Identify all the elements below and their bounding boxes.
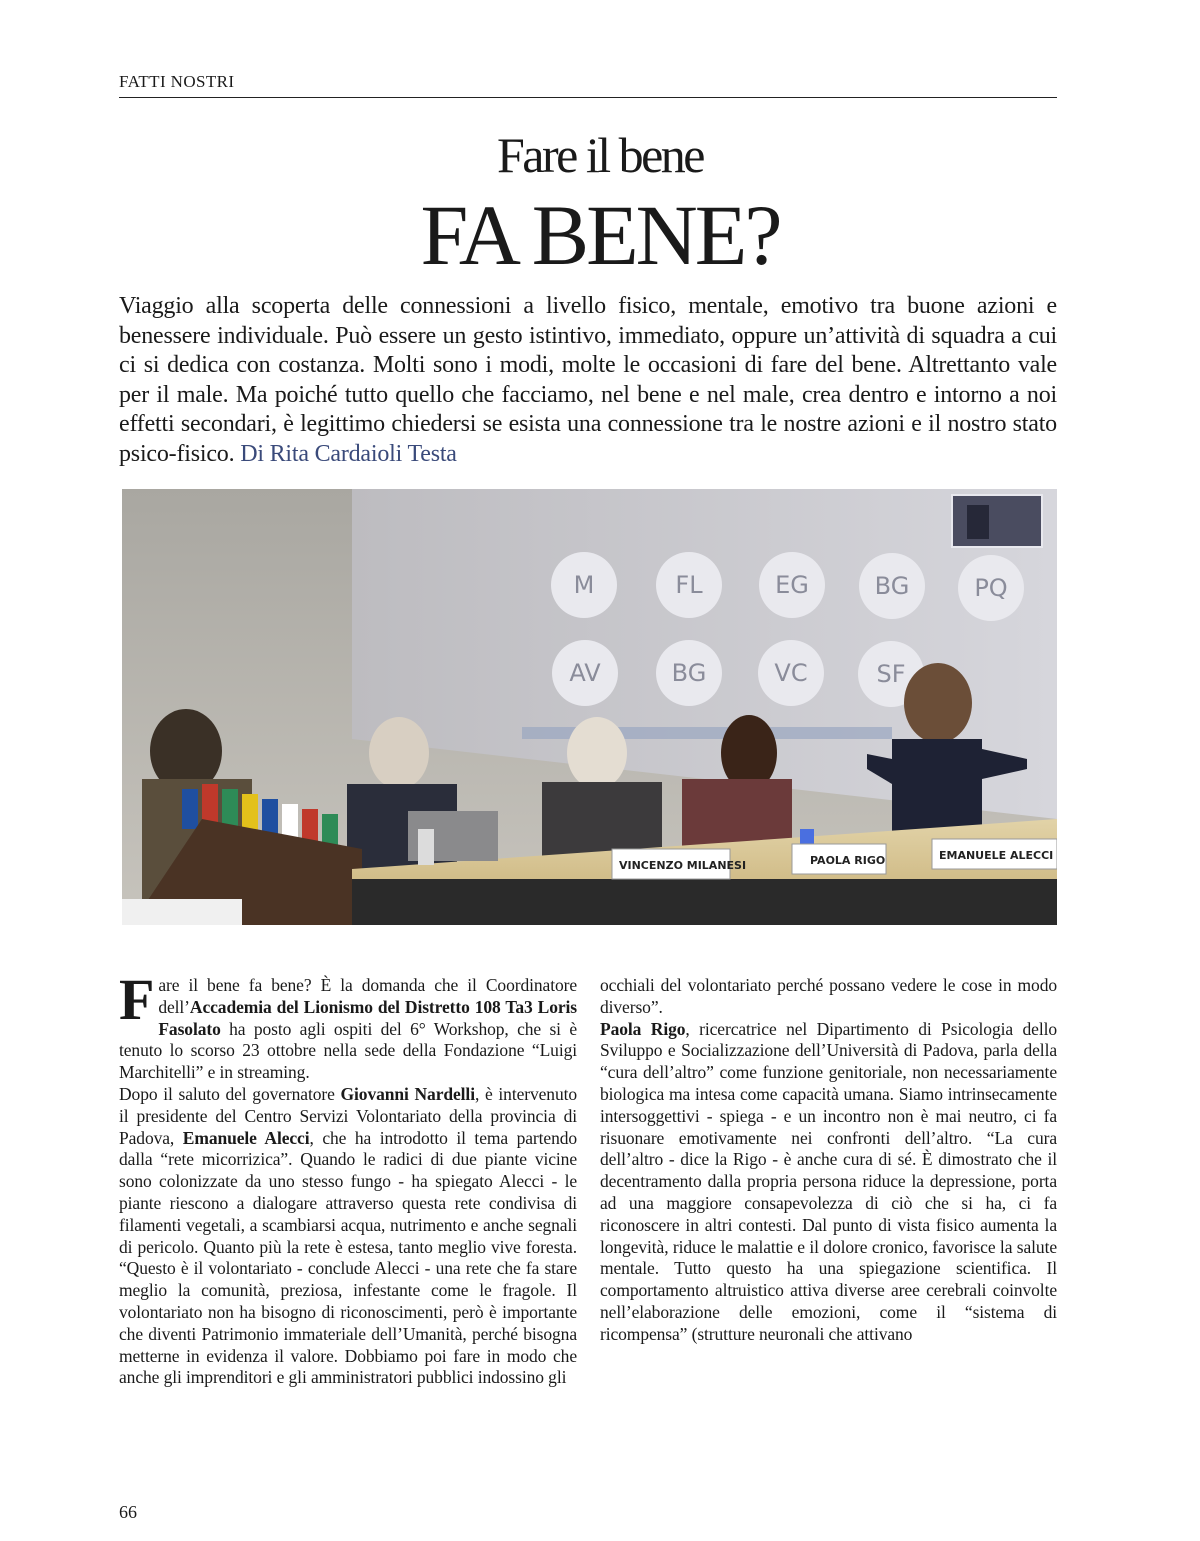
svg-text:VC: VC — [774, 659, 808, 687]
nameplate-2 — [792, 844, 886, 874]
body-column-right — [600, 975, 1057, 1346]
screen-avatar-4 — [859, 553, 925, 619]
body-bold-name: Accademia del Lionismo del Distretto 108 Ta3 Loris Fasolato — [158, 996, 577, 1039]
headline-kicker: Fare il bene — [496, 127, 703, 183]
body-text: ha posto agli ospiti del 6° Workshop, che si è tenuto lo scorso 23 ottobre nella sede della Fondazione “Luigi Marchitelli” e in streaming. — [119, 1018, 577, 1083]
body-text: are il bene fa bene? È la domanda che il Coordinatore dell’ — [158, 975, 577, 1017]
lead-paragraph — [119, 292, 1057, 469]
page-number: 66 — [119, 1502, 137, 1522]
screen-avatar-2 — [656, 552, 722, 618]
screen-avatar-6 — [552, 640, 618, 706]
body-paragraph-3 — [600, 1019, 1057, 1346]
body-text: Dopo il saluto del governatore — [119, 1083, 341, 1104]
body-text: , che ha introdotto il tema partendo dalla “rete micorrizica”. Quando le radici di due piante vicine sono colonizzate da uno stesso fungo - ha spiegato Alecci - le piante riescono a dialogare attraverso questa rete condivisa di filamenti vegetali, a scambiarsi acqua, nutrimento e anche segnali di pericolo. Quanto più la rete è estesa, tanto meglio vive foresta. “Questo è il volontariato - conclude Alecci - una rete che fa stare meglio la comunità, preziosa, infestante come le fragole. Il volontariato non ha bisogno di riconoscimenti, però è importante che diventi Patrimonio immateriale dell’Umanità, perché bisogna metterne in evidenza il valore. Dobbiamo poi fare in modo che anche gli imprenditori e gli amministratori pubblici indossino gli — [119, 1127, 578, 1388]
svg-text:VINCENZO MILANESI: VINCENZO MILANESI — [619, 859, 747, 872]
nameplate-3 — [932, 839, 1057, 869]
body-bold-name: Paola Rigo — [600, 1018, 686, 1039]
lead-text: Viaggio alla scoperta delle connessioni a livello fisico, mentale, emotivo tra buone azioni e benessere individuale. Può essere un gesto istintivo, immediato, oppure un’attività di squadra a cui ci si dedica con costanza. Molti sono i modi, molte le occasioni di fare del bene. Altrettanto vale per il male. Ma poiché tutto quello che facciamo, nel bene e nel male, crea dentro e intorno a noi effetti secondari, è legittimo chiedersi se esista una connessione tra le nostre azioni e il nostro stato psico-fisico. — [119, 293, 1057, 467]
body-paragraph-2 — [119, 1084, 577, 1389]
svg-text:PAOLA RIGO: PAOLA RIGO — [810, 854, 886, 867]
svg-text:AV: AV — [569, 659, 601, 687]
svg-text:EG: EG — [775, 571, 809, 599]
svg-text:PQ: PQ — [974, 574, 1008, 602]
svg-text:BG: BG — [874, 572, 910, 600]
screen-avatar-8 — [758, 640, 824, 706]
svg-text:EMANUELE ALECCI: EMANUELE ALECCI — [939, 849, 1054, 862]
header-rule — [119, 97, 1057, 98]
byline: Di Rita Cardaioli Testa — [240, 440, 457, 467]
body-paragraph-1 — [119, 967, 577, 1084]
dropcap: F — [119, 967, 155, 1032]
body-column-left — [119, 967, 578, 1389]
section-label: FATTI NOSTRI — [119, 72, 235, 91]
headline-title: FA BENE? — [420, 187, 780, 283]
event-photo — [122, 489, 1057, 925]
screen-avatar-1 — [551, 552, 617, 618]
body-paragraph-2-continued: occhiali del volontariato perché possano vedere le cose in modo diverso”. — [600, 975, 1057, 1017]
svg-text:SF: SF — [876, 660, 906, 688]
screen-avatar-3 — [759, 552, 825, 618]
nameplate-1 — [612, 849, 746, 879]
body-bold-name: Emanuele Alecci — [182, 1127, 310, 1148]
svg-text:BG: BG — [671, 659, 707, 687]
svg-text:M: M — [573, 571, 595, 599]
screen-avatar-7 — [656, 640, 722, 706]
screen-avatar-5 — [958, 555, 1024, 621]
svg-text:FL: FL — [675, 571, 703, 599]
body-text: , è intervenuto il presidente del Centro Servizi Volontariato della provincia di Padova, — [119, 1083, 578, 1148]
body-bold-name: Giovanni Nardelli — [340, 1083, 475, 1104]
body-text: , ricercatrice nel Dipartimento di Psicologia dello Sviluppo e Socializzazione dell’Università di Padova, parla della “cura dell’altro” come funzione genitoriale, non necessariamente biologica ma intesa come capacità umana. Siamo intrinsecamente intersoggettivi - spiega - e un incontro non è mai neutro, ci fa risuonare emotivamente nei confronti dell’altro. “La cura dell’altro - dice la Rigo - è anche cura di sé. È dimostrato che il decentramento dalla propria persona riduce la depressione, porta ad una maggiore consapevolezza di ciò che si ha, ci fa riconoscere in altri contesti. Dal punto di vista fisico aumenta la longevità, riduce le malattie e il dolore cronico, favorisce la salute mentale. Tutto questo ha una spiegazione scientifica. Il comportamento altruistico attiva diverse aree cerebrali coinvolte nell’elaborazione delle emozioni, come il “sistema di ricompensa” (strutture neuronali che attivano — [600, 1018, 1058, 1344]
